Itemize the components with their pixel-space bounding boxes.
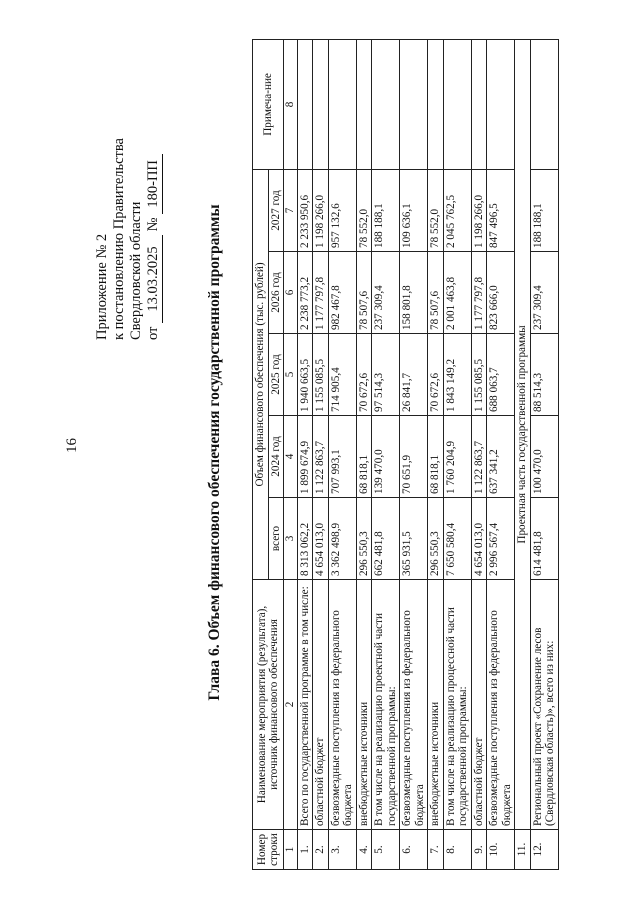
cell-total: 614 481,8 [530,498,558,580]
row-number: 6. [400,830,428,870]
column-number: 2 [284,580,298,830]
appendix-date-line [145,138,163,340]
cell-2027: 847 496,5 [487,169,515,251]
cell-note [328,39,356,169]
date-prefix: от [145,326,161,340]
table-row [530,39,558,869]
row-name: областной бюджет [313,580,329,830]
column-number-row [284,39,298,869]
appendix-line-1: Приложение № 2 [94,233,110,340]
row-number: 9. [471,830,487,870]
cell-2027: 2 233 950,6 [297,169,313,251]
cell-2024: 1 899 674,9 [297,416,313,498]
header-volume: Объем финансового обеспечения (тыс. рублей) [253,169,269,579]
cell-note [400,39,428,169]
cell-total: 662 481,8 [372,498,400,580]
cell-2025: 714 905,4 [328,334,356,416]
cell-note [356,39,372,169]
cell-2027: 78 552,0 [428,169,444,251]
cell-2024: 70 651,9 [400,416,428,498]
cell-2026: 78 507,6 [428,252,444,334]
row-number: 7. [428,830,444,870]
row-name: безвозмездные поступления из федерального бюджета [487,580,515,830]
cell-2025: 688 063,7 [487,334,515,416]
header-name: Наименование мероприятия (результата), источник финансового обеспечения [253,580,284,830]
cell-2027: 1 198 266,0 [471,169,487,251]
cell-2025: 1 940 663,5 [297,334,313,416]
cell-2024: 139 470,0 [372,416,400,498]
header-2024: 2024 год [268,416,284,498]
cell-2026: 237 309,4 [372,252,400,334]
table-row [356,39,372,869]
cell-2024: 637 341,2 [487,416,515,498]
row-number: 4. [356,830,372,870]
cell-2025: 26 841,7 [400,334,428,416]
row-name: безвозмездные поступления из федерального бюджета [328,580,356,830]
row-number: 2. [313,830,329,870]
decree-date: 13.03.2025 [145,235,163,323]
cell-total: 3 362 498,9 [328,498,356,580]
row-name: Всего по государственной программе в том числе: [297,580,313,830]
cell-2026: 2 001 463,8 [443,252,471,334]
cell-note [443,39,471,169]
cell-total: 296 550,3 [356,498,372,580]
table-row [313,39,329,869]
section-label: Проектная часть государственной программы [515,39,531,829]
cell-note [313,39,329,169]
row-number: 8. [443,830,471,870]
chapter-title: Глава 6. Объем финансового обеспечения государственной программы [206,204,223,701]
cell-2024: 1 760 204,9 [443,416,471,498]
row-name: безвозмездные поступления из федерального бюджета [400,580,428,830]
cell-2025: 88 514,3 [530,334,558,416]
cell-2027: 1 198 266,0 [313,169,329,251]
header-2027: 2027 год [268,169,284,251]
row-name: Региональный проект «Сохранение лесов (Свердловская область)», всего из них: [530,580,558,830]
header-row-no: Номер строки [253,830,284,870]
row-name: внебюджетные источники [428,580,444,830]
header-row-1 [253,39,269,869]
cell-note [372,39,400,169]
cell-2024: 1 122 863,7 [471,416,487,498]
number-prefix: № [145,217,161,232]
row-number: 3. [328,830,356,870]
cell-note [428,39,444,169]
column-number: 7 [284,169,298,251]
cell-total: 2 996 567,4 [487,498,515,580]
cell-note [471,39,487,169]
table-row [328,39,356,869]
cell-2027: 957 132,6 [328,169,356,251]
column-number: 8 [284,39,298,169]
cell-2026: 158 801,8 [400,252,428,334]
cell-2024: 707 993,1 [328,416,356,498]
column-number: 4 [284,416,298,498]
appendix-block [94,138,163,340]
cell-2025: 1 155 085,5 [313,334,329,416]
cell-2025: 70 672,6 [356,334,372,416]
header-total: всего [268,498,284,580]
cell-total: 365 931,5 [400,498,428,580]
row-name: В том числе на реализацию процессной части государственной программы: [443,580,471,830]
row-name: В том числе на реализацию проектной части государственной программы: [372,580,400,830]
cell-2026: 237 309,4 [530,252,558,334]
cell-total: 7 650 580,4 [443,498,471,580]
cell-2026: 823 666,0 [487,252,515,334]
column-number: 5 [284,334,298,416]
appendix-line-2: к постановлению Правительства [111,138,127,340]
cell-2026: 1 177 797,8 [313,252,329,334]
cell-2026: 982 467,8 [328,252,356,334]
table-row [443,39,471,869]
header-2026: 2026 год [268,252,284,334]
table-row [487,39,515,869]
table-row [400,39,428,869]
page-number: 16 [64,438,80,453]
row-number: 11. [515,830,531,870]
rotated-page [20,20,620,885]
cell-2025: 97 514,3 [372,334,400,416]
decree-number: 180-ПП [145,154,163,214]
cell-note [487,39,515,169]
cell-2027: 2 045 762,5 [443,169,471,251]
section-row [515,39,531,869]
cell-2024: 68 818,1 [428,416,444,498]
cell-2024: 68 818,1 [356,416,372,498]
cell-2025: 70 672,6 [428,334,444,416]
header-2025: 2025 год [268,334,284,416]
appendix-line-3: Свердловской области [128,201,144,340]
cell-2026: 1 177 797,8 [471,252,487,334]
row-number: 1. [297,830,313,870]
table-row [471,39,487,869]
cell-note [297,39,313,169]
table-row [372,39,400,869]
financing-table [252,39,559,870]
cell-total: 296 550,3 [428,498,444,580]
cell-2025: 1 155 085,5 [471,334,487,416]
header-note: Примеча-ние [253,39,284,169]
row-number: 10. [487,830,515,870]
table-body [297,39,558,869]
cell-note [530,39,558,169]
row-number: 5. [372,830,400,870]
cell-2027: 188 188,1 [530,169,558,251]
column-number: 3 [284,498,298,580]
table-row [297,39,313,869]
row-number: 12. [530,830,558,870]
row-name: внебюджетные источники [356,580,372,830]
cell-total: 4 654 013,0 [471,498,487,580]
cell-2024: 1 122 863,7 [313,416,329,498]
cell-2027: 78 552,0 [356,169,372,251]
cell-2027: 109 636,1 [400,169,428,251]
cell-2026: 78 507,6 [356,252,372,334]
cell-2025: 1 843 149,2 [443,334,471,416]
cell-2024: 100 470,0 [530,416,558,498]
cell-total: 8 313 062,2 [297,498,313,580]
table-row [428,39,444,869]
row-name: областной бюджет [471,580,487,830]
cell-2026: 2 238 773,2 [297,252,313,334]
cell-total: 4 654 013,0 [313,498,329,580]
column-number: 6 [284,252,298,334]
column-number: 1 [284,830,298,870]
cell-2027: 188 188,1 [372,169,400,251]
